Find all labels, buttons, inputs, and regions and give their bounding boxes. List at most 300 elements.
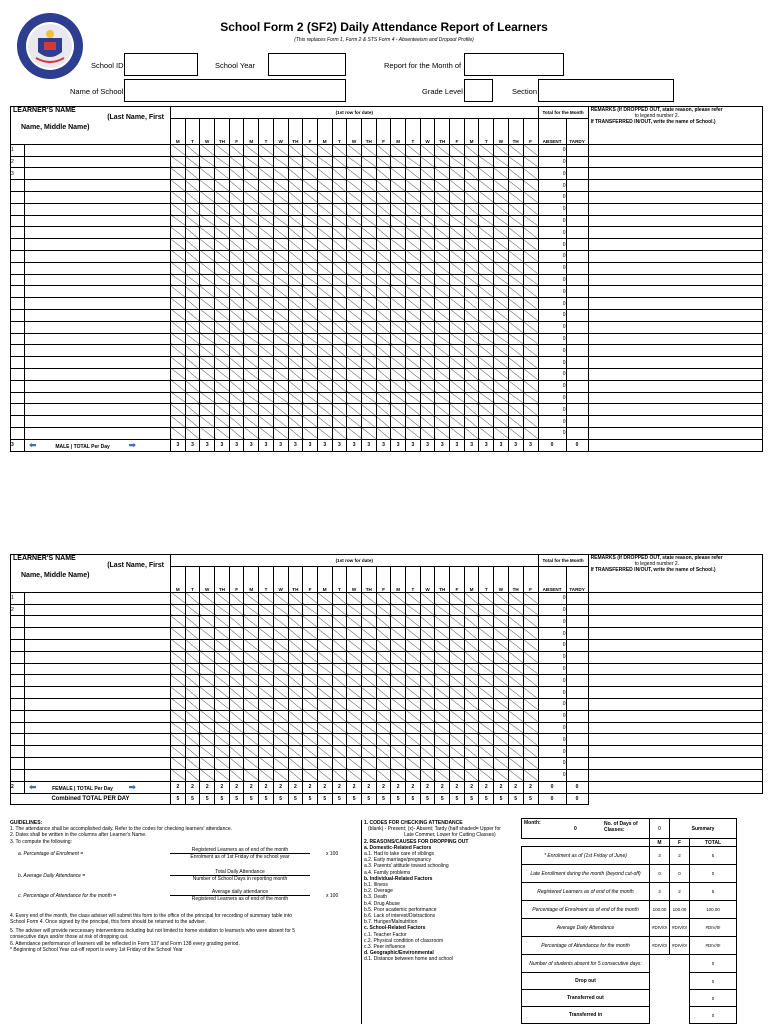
attendance-cell[interactable] — [332, 333, 347, 345]
remarks-cell[interactable] — [588, 227, 762, 239]
attendance-cell[interactable] — [185, 286, 200, 298]
attendance-cell[interactable] — [347, 651, 362, 663]
learner-name-cell[interactable] — [25, 144, 171, 156]
attendance-cell[interactable] — [450, 321, 465, 333]
attendance-cell[interactable] — [273, 616, 288, 628]
attendance-cell[interactable] — [185, 298, 200, 310]
attendance-cell[interactable] — [303, 746, 318, 758]
attendance-cell[interactable] — [450, 333, 465, 345]
attendance-cell[interactable] — [435, 203, 450, 215]
attendance-cell[interactable] — [229, 639, 244, 651]
attendance-cell[interactable] — [332, 392, 347, 404]
remarks-cell[interactable] — [588, 239, 762, 251]
attendance-cell[interactable] — [332, 616, 347, 628]
attendance-cell[interactable] — [244, 286, 259, 298]
attendance-cell[interactable] — [479, 357, 494, 369]
attendance-cell[interactable] — [303, 592, 318, 604]
attendance-cell[interactable] — [479, 368, 494, 380]
attendance-cell[interactable] — [171, 757, 186, 769]
attendance-cell[interactable] — [464, 404, 479, 416]
attendance-cell[interactable] — [273, 757, 288, 769]
attendance-cell[interactable] — [435, 380, 450, 392]
attendance-cell[interactable] — [200, 380, 215, 392]
attendance-cell[interactable] — [494, 203, 509, 215]
attendance-cell[interactable] — [508, 698, 523, 710]
attendance-cell[interactable] — [317, 651, 332, 663]
attendance-cell[interactable] — [273, 191, 288, 203]
attendance-cell[interactable] — [391, 392, 406, 404]
attendance-cell[interactable] — [244, 345, 259, 357]
remarks-cell[interactable] — [588, 215, 762, 227]
attendance-cell[interactable] — [317, 286, 332, 298]
remarks-cell[interactable] — [588, 392, 762, 404]
attendance-cell[interactable] — [508, 746, 523, 758]
attendance-cell[interactable] — [479, 604, 494, 616]
attendance-cell[interactable] — [479, 321, 494, 333]
attendance-cell[interactable] — [450, 227, 465, 239]
attendance-cell[interactable] — [347, 309, 362, 321]
attendance-cell[interactable] — [479, 746, 494, 758]
attendance-cell[interactable] — [391, 427, 406, 439]
attendance-cell[interactable] — [450, 156, 465, 168]
attendance-cell[interactable] — [200, 333, 215, 345]
attendance-cell[interactable] — [406, 392, 421, 404]
attendance-cell[interactable] — [376, 345, 391, 357]
attendance-cell[interactable] — [494, 675, 509, 687]
attendance-cell[interactable] — [259, 227, 274, 239]
attendance-cell[interactable] — [244, 239, 259, 251]
remarks-cell[interactable] — [588, 298, 762, 310]
attendance-cell[interactable] — [391, 203, 406, 215]
attendance-cell[interactable] — [391, 215, 406, 227]
attendance-cell[interactable] — [259, 345, 274, 357]
learner-name-cell[interactable] — [25, 616, 171, 628]
attendance-cell[interactable] — [244, 392, 259, 404]
attendance-cell[interactable] — [508, 639, 523, 651]
attendance-cell[interactable] — [523, 286, 538, 298]
attendance-cell[interactable] — [303, 639, 318, 651]
attendance-cell[interactable] — [508, 250, 523, 262]
attendance-cell[interactable] — [523, 368, 538, 380]
attendance-cell[interactable] — [171, 345, 186, 357]
attendance-cell[interactable] — [215, 427, 230, 439]
attendance-cell[interactable] — [273, 663, 288, 675]
attendance-cell[interactable] — [215, 144, 230, 156]
attendance-cell[interactable] — [273, 250, 288, 262]
attendance-cell[interactable] — [376, 639, 391, 651]
attendance-cell[interactable] — [494, 616, 509, 628]
attendance-cell[interactable] — [420, 215, 435, 227]
attendance-cell[interactable] — [450, 345, 465, 357]
attendance-cell[interactable] — [185, 675, 200, 687]
attendance-cell[interactable] — [244, 156, 259, 168]
attendance-cell[interactable] — [171, 333, 186, 345]
attendance-cell[interactable] — [435, 168, 450, 180]
attendance-cell[interactable] — [523, 592, 538, 604]
attendance-cell[interactable] — [200, 262, 215, 274]
attendance-cell[interactable] — [464, 239, 479, 251]
attendance-cell[interactable] — [303, 687, 318, 699]
attendance-cell[interactable] — [391, 191, 406, 203]
attendance-cell[interactable] — [332, 203, 347, 215]
attendance-cell[interactable] — [406, 769, 421, 781]
attendance-cell[interactable] — [288, 734, 303, 746]
attendance-cell[interactable] — [215, 168, 230, 180]
attendance-cell[interactable] — [303, 427, 318, 439]
attendance-cell[interactable] — [215, 592, 230, 604]
learner-name-cell[interactable] — [25, 404, 171, 416]
attendance-cell[interactable] — [332, 722, 347, 734]
attendance-cell[interactable] — [215, 309, 230, 321]
attendance-cell[interactable] — [361, 675, 376, 687]
attendance-cell[interactable] — [185, 156, 200, 168]
attendance-cell[interactable] — [200, 416, 215, 428]
attendance-cell[interactable] — [244, 698, 259, 710]
attendance-cell[interactable] — [406, 309, 421, 321]
attendance-cell[interactable] — [361, 404, 376, 416]
attendance-cell[interactable] — [406, 345, 421, 357]
attendance-cell[interactable] — [288, 168, 303, 180]
attendance-cell[interactable] — [303, 651, 318, 663]
attendance-cell[interactable] — [464, 262, 479, 274]
attendance-cell[interactable] — [273, 604, 288, 616]
attendance-cell[interactable] — [200, 286, 215, 298]
attendance-cell[interactable] — [332, 663, 347, 675]
attendance-cell[interactable] — [171, 368, 186, 380]
learner-name-cell[interactable] — [25, 639, 171, 651]
attendance-cell[interactable] — [332, 675, 347, 687]
attendance-cell[interactable] — [200, 757, 215, 769]
attendance-cell[interactable] — [273, 144, 288, 156]
learner-name-cell[interactable] — [25, 734, 171, 746]
attendance-cell[interactable] — [288, 380, 303, 392]
attendance-cell[interactable] — [332, 309, 347, 321]
attendance-cell[interactable] — [288, 274, 303, 286]
attendance-cell[interactable] — [479, 698, 494, 710]
attendance-cell[interactable] — [244, 250, 259, 262]
attendance-cell[interactable] — [215, 239, 230, 251]
attendance-cell[interactable] — [259, 274, 274, 286]
attendance-cell[interactable] — [303, 168, 318, 180]
attendance-cell[interactable] — [450, 392, 465, 404]
attendance-cell[interactable] — [494, 380, 509, 392]
attendance-cell[interactable] — [303, 144, 318, 156]
attendance-cell[interactable] — [288, 416, 303, 428]
attendance-cell[interactable] — [332, 250, 347, 262]
attendance-cell[interactable] — [361, 309, 376, 321]
attendance-cell[interactable] — [200, 592, 215, 604]
attendance-cell[interactable] — [171, 309, 186, 321]
attendance-cell[interactable] — [288, 250, 303, 262]
attendance-cell[interactable] — [406, 156, 421, 168]
attendance-cell[interactable] — [244, 757, 259, 769]
attendance-cell[interactable] — [332, 651, 347, 663]
attendance-cell[interactable] — [508, 427, 523, 439]
attendance-cell[interactable] — [479, 427, 494, 439]
attendance-cell[interactable] — [508, 309, 523, 321]
attendance-cell[interactable] — [347, 333, 362, 345]
attendance-cell[interactable] — [494, 156, 509, 168]
attendance-cell[interactable] — [317, 357, 332, 369]
attendance-cell[interactable] — [508, 628, 523, 640]
attendance-cell[interactable] — [361, 262, 376, 274]
attendance-cell[interactable] — [171, 262, 186, 274]
attendance-cell[interactable] — [244, 321, 259, 333]
attendance-cell[interactable] — [508, 368, 523, 380]
attendance-cell[interactable] — [288, 639, 303, 651]
attendance-cell[interactable] — [479, 156, 494, 168]
attendance-cell[interactable] — [171, 639, 186, 651]
remarks-cell[interactable] — [588, 616, 762, 628]
attendance-cell[interactable] — [450, 616, 465, 628]
remarks-cell[interactable] — [588, 345, 762, 357]
attendance-cell[interactable] — [303, 309, 318, 321]
learner-name-cell[interactable] — [25, 156, 171, 168]
attendance-cell[interactable] — [288, 404, 303, 416]
attendance-cell[interactable] — [361, 639, 376, 651]
remarks-cell[interactable] — [588, 250, 762, 262]
attendance-cell[interactable] — [464, 698, 479, 710]
attendance-cell[interactable] — [185, 710, 200, 722]
attendance-cell[interactable] — [229, 651, 244, 663]
attendance-cell[interactable] — [288, 746, 303, 758]
attendance-cell[interactable] — [215, 757, 230, 769]
attendance-cell[interactable] — [317, 698, 332, 710]
attendance-cell[interactable] — [244, 604, 259, 616]
attendance-cell[interactable] — [171, 769, 186, 781]
attendance-cell[interactable] — [229, 345, 244, 357]
attendance-cell[interactable] — [464, 215, 479, 227]
attendance-cell[interactable] — [464, 227, 479, 239]
attendance-cell[interactable] — [464, 309, 479, 321]
attendance-cell[interactable] — [244, 203, 259, 215]
attendance-cell[interactable] — [303, 262, 318, 274]
attendance-cell[interactable] — [185, 357, 200, 369]
attendance-cell[interactable] — [420, 404, 435, 416]
attendance-cell[interactable] — [494, 191, 509, 203]
attendance-cell[interactable] — [435, 321, 450, 333]
attendance-cell[interactable] — [450, 687, 465, 699]
attendance-cell[interactable] — [479, 592, 494, 604]
attendance-cell[interactable] — [171, 416, 186, 428]
attendance-cell[interactable] — [464, 639, 479, 651]
attendance-cell[interactable] — [464, 757, 479, 769]
attendance-cell[interactable] — [406, 298, 421, 310]
attendance-cell[interactable] — [244, 628, 259, 640]
attendance-cell[interactable] — [435, 309, 450, 321]
attendance-cell[interactable] — [185, 604, 200, 616]
learner-name-cell[interactable] — [25, 215, 171, 227]
remarks-cell[interactable] — [588, 628, 762, 640]
attendance-cell[interactable] — [215, 227, 230, 239]
attendance-cell[interactable] — [391, 262, 406, 274]
attendance-cell[interactable] — [420, 368, 435, 380]
learner-name-cell[interactable] — [25, 380, 171, 392]
attendance-cell[interactable] — [317, 239, 332, 251]
attendance-cell[interactable] — [361, 687, 376, 699]
attendance-cell[interactable] — [244, 168, 259, 180]
attendance-cell[interactable] — [376, 274, 391, 286]
attendance-cell[interactable] — [185, 250, 200, 262]
attendance-cell[interactable] — [200, 604, 215, 616]
attendance-cell[interactable] — [435, 357, 450, 369]
attendance-cell[interactable] — [332, 639, 347, 651]
attendance-cell[interactable] — [435, 757, 450, 769]
attendance-cell[interactable] — [494, 309, 509, 321]
attendance-cell[interactable] — [508, 604, 523, 616]
attendance-cell[interactable] — [376, 168, 391, 180]
attendance-cell[interactable] — [347, 698, 362, 710]
attendance-cell[interactable] — [244, 663, 259, 675]
attendance-cell[interactable] — [185, 203, 200, 215]
attendance-cell[interactable] — [406, 604, 421, 616]
attendance-cell[interactable] — [332, 687, 347, 699]
attendance-cell[interactable] — [317, 250, 332, 262]
attendance-cell[interactable] — [332, 710, 347, 722]
attendance-cell[interactable] — [171, 168, 186, 180]
attendance-cell[interactable] — [508, 675, 523, 687]
attendance-cell[interactable] — [303, 380, 318, 392]
attendance-cell[interactable] — [406, 592, 421, 604]
attendance-cell[interactable] — [303, 333, 318, 345]
attendance-cell[interactable] — [200, 298, 215, 310]
attendance-cell[interactable] — [288, 651, 303, 663]
attendance-cell[interactable] — [317, 392, 332, 404]
attendance-cell[interactable] — [391, 592, 406, 604]
attendance-cell[interactable] — [479, 333, 494, 345]
attendance-cell[interactable] — [508, 416, 523, 428]
attendance-cell[interactable] — [303, 675, 318, 687]
attendance-cell[interactable] — [376, 651, 391, 663]
attendance-cell[interactable] — [450, 675, 465, 687]
attendance-cell[interactable] — [200, 769, 215, 781]
attendance-cell[interactable] — [464, 144, 479, 156]
attendance-cell[interactable] — [464, 168, 479, 180]
attendance-cell[interactable] — [288, 180, 303, 192]
attendance-cell[interactable] — [391, 239, 406, 251]
attendance-cell[interactable] — [406, 628, 421, 640]
attendance-cell[interactable] — [494, 168, 509, 180]
attendance-cell[interactable] — [406, 215, 421, 227]
attendance-cell[interactable] — [273, 368, 288, 380]
attendance-cell[interactable] — [288, 321, 303, 333]
attendance-cell[interactable] — [259, 651, 274, 663]
attendance-cell[interactable] — [215, 616, 230, 628]
attendance-cell[interactable] — [171, 734, 186, 746]
attendance-cell[interactable] — [288, 298, 303, 310]
attendance-cell[interactable] — [361, 380, 376, 392]
attendance-cell[interactable] — [229, 215, 244, 227]
attendance-cell[interactable] — [347, 757, 362, 769]
attendance-cell[interactable] — [273, 592, 288, 604]
attendance-cell[interactable] — [332, 191, 347, 203]
remarks-cell[interactable] — [588, 262, 762, 274]
attendance-cell[interactable] — [244, 651, 259, 663]
attendance-cell[interactable] — [464, 687, 479, 699]
attendance-cell[interactable] — [435, 675, 450, 687]
attendance-cell[interactable] — [494, 734, 509, 746]
attendance-cell[interactable] — [450, 368, 465, 380]
attendance-cell[interactable] — [244, 262, 259, 274]
attendance-cell[interactable] — [406, 239, 421, 251]
attendance-cell[interactable] — [406, 722, 421, 734]
attendance-cell[interactable] — [479, 262, 494, 274]
attendance-cell[interactable] — [479, 616, 494, 628]
attendance-cell[interactable] — [523, 722, 538, 734]
attendance-cell[interactable] — [273, 168, 288, 180]
attendance-cell[interactable] — [391, 604, 406, 616]
attendance-cell[interactable] — [317, 628, 332, 640]
attendance-cell[interactable] — [479, 769, 494, 781]
attendance-cell[interactable] — [361, 368, 376, 380]
attendance-cell[interactable] — [185, 274, 200, 286]
attendance-cell[interactable] — [435, 404, 450, 416]
attendance-cell[interactable] — [332, 604, 347, 616]
attendance-cell[interactable] — [376, 333, 391, 345]
attendance-cell[interactable] — [523, 298, 538, 310]
attendance-cell[interactable] — [450, 203, 465, 215]
attendance-cell[interactable] — [200, 357, 215, 369]
attendance-cell[interactable] — [244, 274, 259, 286]
attendance-cell[interactable] — [317, 404, 332, 416]
attendance-cell[interactable] — [361, 604, 376, 616]
attendance-cell[interactable] — [303, 203, 318, 215]
attendance-cell[interactable] — [303, 191, 318, 203]
attendance-cell[interactable] — [200, 191, 215, 203]
attendance-cell[interactable] — [420, 144, 435, 156]
attendance-cell[interactable] — [508, 321, 523, 333]
attendance-cell[interactable] — [523, 333, 538, 345]
attendance-cell[interactable] — [200, 392, 215, 404]
attendance-cell[interactable] — [361, 203, 376, 215]
attendance-cell[interactable] — [303, 321, 318, 333]
attendance-cell[interactable] — [435, 250, 450, 262]
attendance-cell[interactable] — [215, 604, 230, 616]
attendance-cell[interactable] — [273, 404, 288, 416]
attendance-cell[interactable] — [450, 168, 465, 180]
attendance-cell[interactable] — [200, 687, 215, 699]
attendance-cell[interactable] — [259, 144, 274, 156]
attendance-cell[interactable] — [288, 203, 303, 215]
attendance-cell[interactable] — [450, 722, 465, 734]
attendance-cell[interactable] — [406, 203, 421, 215]
attendance-cell[interactable] — [464, 734, 479, 746]
attendance-cell[interactable] — [303, 227, 318, 239]
remarks-cell[interactable] — [588, 168, 762, 180]
attendance-cell[interactable] — [317, 227, 332, 239]
attendance-cell[interactable] — [523, 321, 538, 333]
attendance-cell[interactable] — [479, 710, 494, 722]
attendance-cell[interactable] — [215, 722, 230, 734]
attendance-cell[interactable] — [523, 191, 538, 203]
attendance-cell[interactable] — [185, 215, 200, 227]
attendance-cell[interactable] — [317, 203, 332, 215]
attendance-cell[interactable] — [347, 628, 362, 640]
attendance-cell[interactable] — [435, 392, 450, 404]
attendance-cell[interactable] — [244, 298, 259, 310]
attendance-cell[interactable] — [273, 286, 288, 298]
attendance-cell[interactable] — [259, 628, 274, 640]
attendance-cell[interactable] — [332, 239, 347, 251]
attendance-cell[interactable] — [450, 191, 465, 203]
attendance-cell[interactable] — [508, 298, 523, 310]
attendance-cell[interactable] — [200, 628, 215, 640]
attendance-cell[interactable] — [303, 298, 318, 310]
attendance-cell[interactable] — [244, 616, 259, 628]
attendance-cell[interactable] — [479, 663, 494, 675]
attendance-cell[interactable] — [288, 710, 303, 722]
attendance-cell[interactable] — [523, 309, 538, 321]
